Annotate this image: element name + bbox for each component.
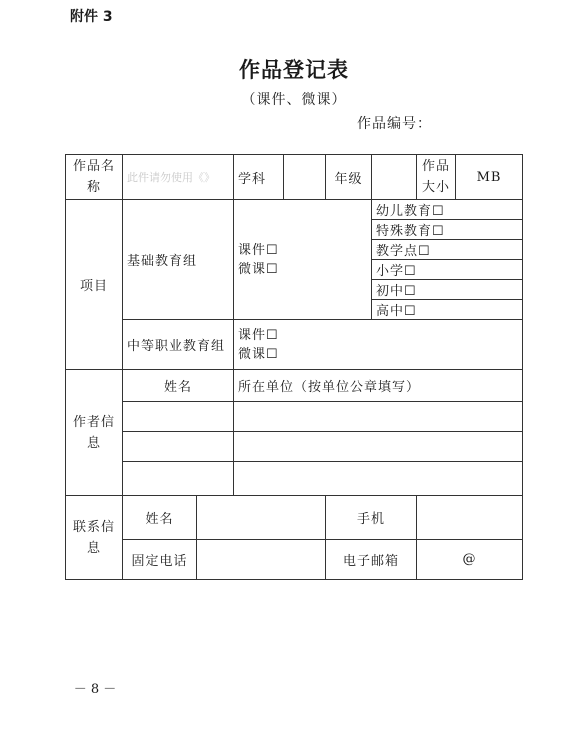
level-teaching-point[interactable]: 教学点☐ (372, 240, 523, 260)
author-name-cell[interactable] (123, 402, 234, 432)
contact-name-input[interactable] (197, 496, 326, 540)
work-size-input[interactable] (456, 155, 523, 200)
grade-input[interactable] (372, 155, 417, 200)
email-input[interactable] (417, 540, 523, 580)
landline-label: 固定电话 (123, 540, 197, 580)
work-name-input[interactable] (123, 155, 234, 200)
author-unit-cell[interactable] (234, 432, 523, 462)
registration-form (65, 154, 523, 580)
subject-label: 学科 (234, 155, 284, 200)
email-at-sign: @ (462, 552, 477, 567)
project-label: 项目 (66, 200, 123, 370)
level-kindergarten[interactable]: 幼儿教育☐ (372, 200, 523, 220)
mobile-label: 手机 (326, 496, 417, 540)
level-primary[interactable]: 小学☐ (372, 260, 523, 280)
landline-input[interactable] (197, 540, 326, 580)
email-label: 电子邮箱 (326, 540, 417, 580)
microlesson-checkbox[interactable]: 微课☐ (238, 261, 279, 277)
author-name-cell[interactable] (123, 432, 234, 462)
attachment-label: 附件 3 (70, 9, 113, 25)
work-name-hint: 此件请勿使用《》 (127, 171, 215, 184)
mobile-input[interactable] (417, 496, 523, 540)
author-unit-cell[interactable] (234, 402, 523, 432)
author-unit-cell[interactable] (234, 462, 523, 496)
contact-name-label: 姓名 (123, 496, 197, 540)
work-name-label: 作品名称 (66, 155, 123, 200)
form-subtitle: （课件、微课） (241, 92, 347, 108)
basic-type-options[interactable] (234, 200, 372, 320)
level-senior-high[interactable]: 高中☐ (372, 300, 523, 320)
work-size-label: 作品大小 (417, 155, 456, 200)
level-junior-high[interactable]: 初中☐ (372, 280, 523, 300)
size-unit: MB (476, 169, 502, 185)
basic-group-label: 基础教育组 (123, 200, 234, 320)
form-title: 作品登记表 (239, 58, 349, 82)
vocational-type-options[interactable] (234, 320, 523, 370)
vocational-group-label: 中等职业教育组 (123, 320, 234, 370)
microlesson-checkbox[interactable]: 微课☐ (238, 346, 279, 362)
courseware-checkbox[interactable]: 课件☐ (238, 327, 279, 343)
subject-input[interactable] (284, 155, 326, 200)
courseware-checkbox[interactable]: 课件☐ (238, 242, 279, 258)
author-name-cell[interactable] (123, 462, 234, 496)
level-special-education[interactable]: 特殊教育☐ (372, 220, 523, 240)
author-info-label: 作者信息 (66, 370, 123, 496)
contact-info-label: 联系信息 (66, 496, 123, 580)
author-name-header: 姓名 (123, 370, 234, 402)
page-number: － 8 － (73, 682, 117, 697)
author-unit-header: 所在单位（按单位公章填写） (234, 370, 523, 402)
work-number-label: 作品编号： (357, 116, 432, 132)
grade-label: 年级 (326, 155, 372, 200)
